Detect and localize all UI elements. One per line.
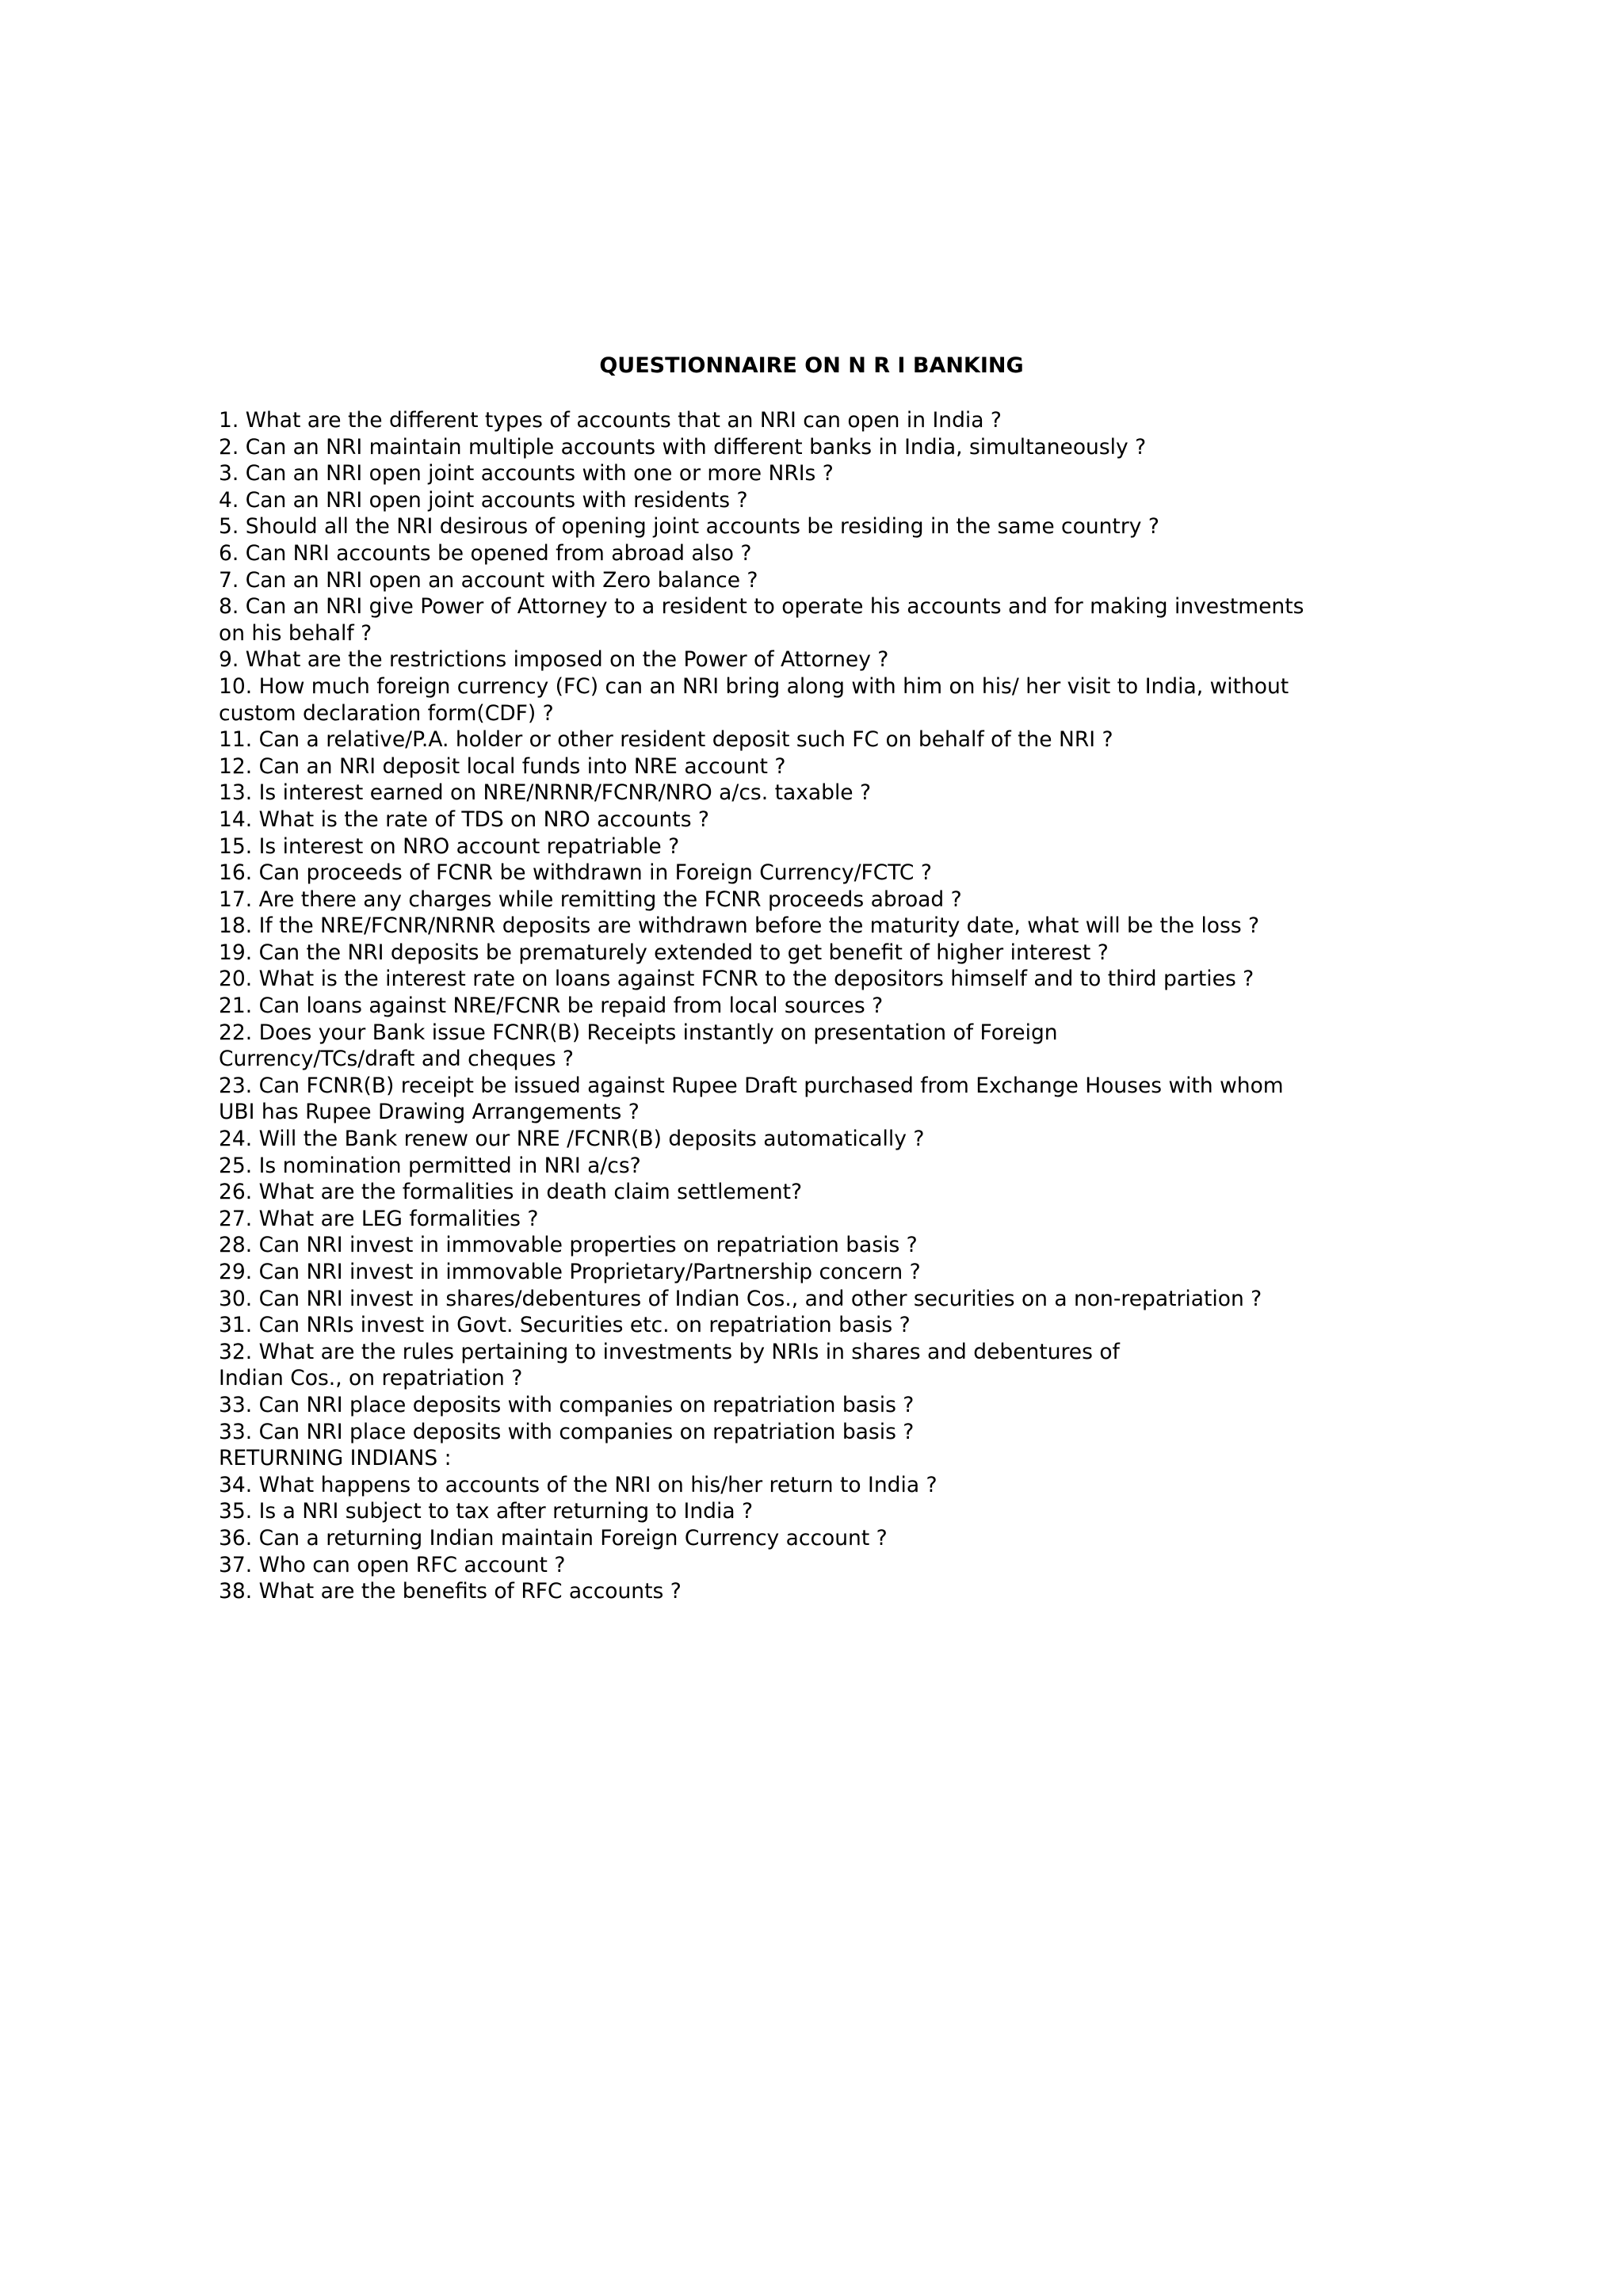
document-title: QUESTIONNAIRE ON N R I BANKING (599, 353, 1024, 378)
question-line: 26. What are the formalities in death claim settlement? (219, 1180, 803, 1205)
question-line: 27. What are LEG formalities ? (219, 1206, 539, 1231)
question-line: 2. Can an NRI maintain multiple accounts with different banks in India, simultaneously ? (219, 434, 1147, 460)
question-line: 14. What is the rate of TDS on NRO accounts ? (219, 807, 709, 832)
question-line: 29. Can NRI invest in immovable Proprietary/Partnership concern ? (219, 1260, 921, 1284)
question-line: 9. What are the restrictions imposed on the Power of Attorney ? (219, 647, 889, 673)
question-line: 37. Who can open RFC account ? (219, 1552, 566, 1577)
question-line: 8. Can an NRI give Power of Attorney to a resident to operate his accounts and for making investments (219, 594, 1304, 620)
question-line: 1. What are the different types of accounts that an NRI can open in India ? (219, 408, 1002, 433)
question-line: 28. Can NRI invest in immovable properties on repatriation basis ? (219, 1233, 918, 1258)
question-line: 36. Can a returning Indian maintain Foreign Currency account ? (219, 1525, 888, 1550)
question-line: 13. Is interest earned on NRE/NRNR/FCNR/NRO a/cs. taxable ? (219, 780, 872, 806)
question-line: 19. Can the NRI deposits be prematurely extended to get benefit of higher interest ? (219, 940, 1109, 965)
question-line: 24. Will the Bank renew our NRE /FCNR(B) deposits automatically ? (219, 1127, 925, 1152)
question-line: 3. Can an NRI open joint accounts with one or more NRIs ? (219, 461, 834, 486)
question-line: 7. Can an NRI open an account with Zero balance ? (219, 567, 758, 593)
question-line: 16. Can proceeds of FCNR be withdrawn in Foreign Currency/FCTC ? (219, 860, 932, 886)
question-line: 10. How much foreign currency (FC) can an NRI bring along with him on his/ her visit to India, without (219, 673, 1289, 699)
question-line: 23. Can FCNR(B) receipt be issued against Rupee Draft purchased from Exchange Houses with whom (219, 1073, 1284, 1098)
question-line: 30. Can NRI invest in shares/debentures of Indian Cos., and other securities on a non-repatriation ? (219, 1286, 1262, 1311)
question-line: UBI has Rupee Drawing Arrangements ? (219, 1100, 640, 1125)
question-line: custom declaration form(CDF) ? (219, 700, 554, 726)
question-line: 11. Can a relative/P.A. holder or other resident deposit such FC on behalf of the NRI ? (219, 727, 1113, 753)
question-line: Indian Cos., on repatriation ? (219, 1366, 523, 1391)
question-line: 35. Is a NRI subject to tax after returning to India ? (219, 1499, 754, 1524)
question-line: 4. Can an NRI open joint accounts with residents ? (219, 487, 748, 513)
question-line: 31. Can NRIs invest in Govt. Securities etc. on repatriation basis ? (219, 1313, 911, 1338)
question-line: Currency/TCs/draft and cheques ? (219, 1047, 574, 1072)
question-line: 34. What happens to accounts of the NRI on his/her return to India ? (219, 1472, 938, 1497)
question-line: on his behalf ? (219, 620, 372, 646)
question-line: 18. If the NRE/FCNR/NRNR deposits are withdrawn before the maturity date, what will be the loss ? (219, 913, 1260, 939)
question-list (219, 407, 1376, 1605)
question-line: 32. What are the rules pertaining to investments by NRIs in shares and debentures of (219, 1339, 1120, 1364)
question-line: 33. Can NRI place deposits with companies on repatriation basis ? (219, 1392, 915, 1417)
question-line: 38. What are the benefits of RFC accounts ? (219, 1579, 682, 1604)
question-line: 17. Are there any charges while remitting the FCNR proceeds abroad ? (219, 887, 962, 912)
question-line: 25. Is nomination permitted in NRI a/cs? (219, 1153, 641, 1178)
question-line: 5. Should all the NRI desirous of opening joint accounts be residing in the same country ? (219, 514, 1159, 540)
question-line: 6. Can NRI accounts be opened from abroad also ? (219, 540, 752, 566)
question-line: 33. Can NRI place deposits with companies on repatriation basis ? (219, 1419, 915, 1444)
question-line: 15. Is interest on NRO account repatriable ? (219, 833, 680, 859)
question-line: RETURNING INDIANS : (219, 1446, 452, 1471)
question-line: 21. Can loans against NRE/FCNR be repaid from local sources ? (219, 994, 884, 1019)
question-line: 20. What is the interest rate on loans against FCNR to the depositors himself and to third parties ? (219, 967, 1254, 992)
question-line: 12. Can an NRI deposit local funds into NRE account ? (219, 753, 786, 779)
question-line: 22. Does your Bank issue FCNR(B) Receipts instantly on presentation of Foreign (219, 1020, 1058, 1045)
